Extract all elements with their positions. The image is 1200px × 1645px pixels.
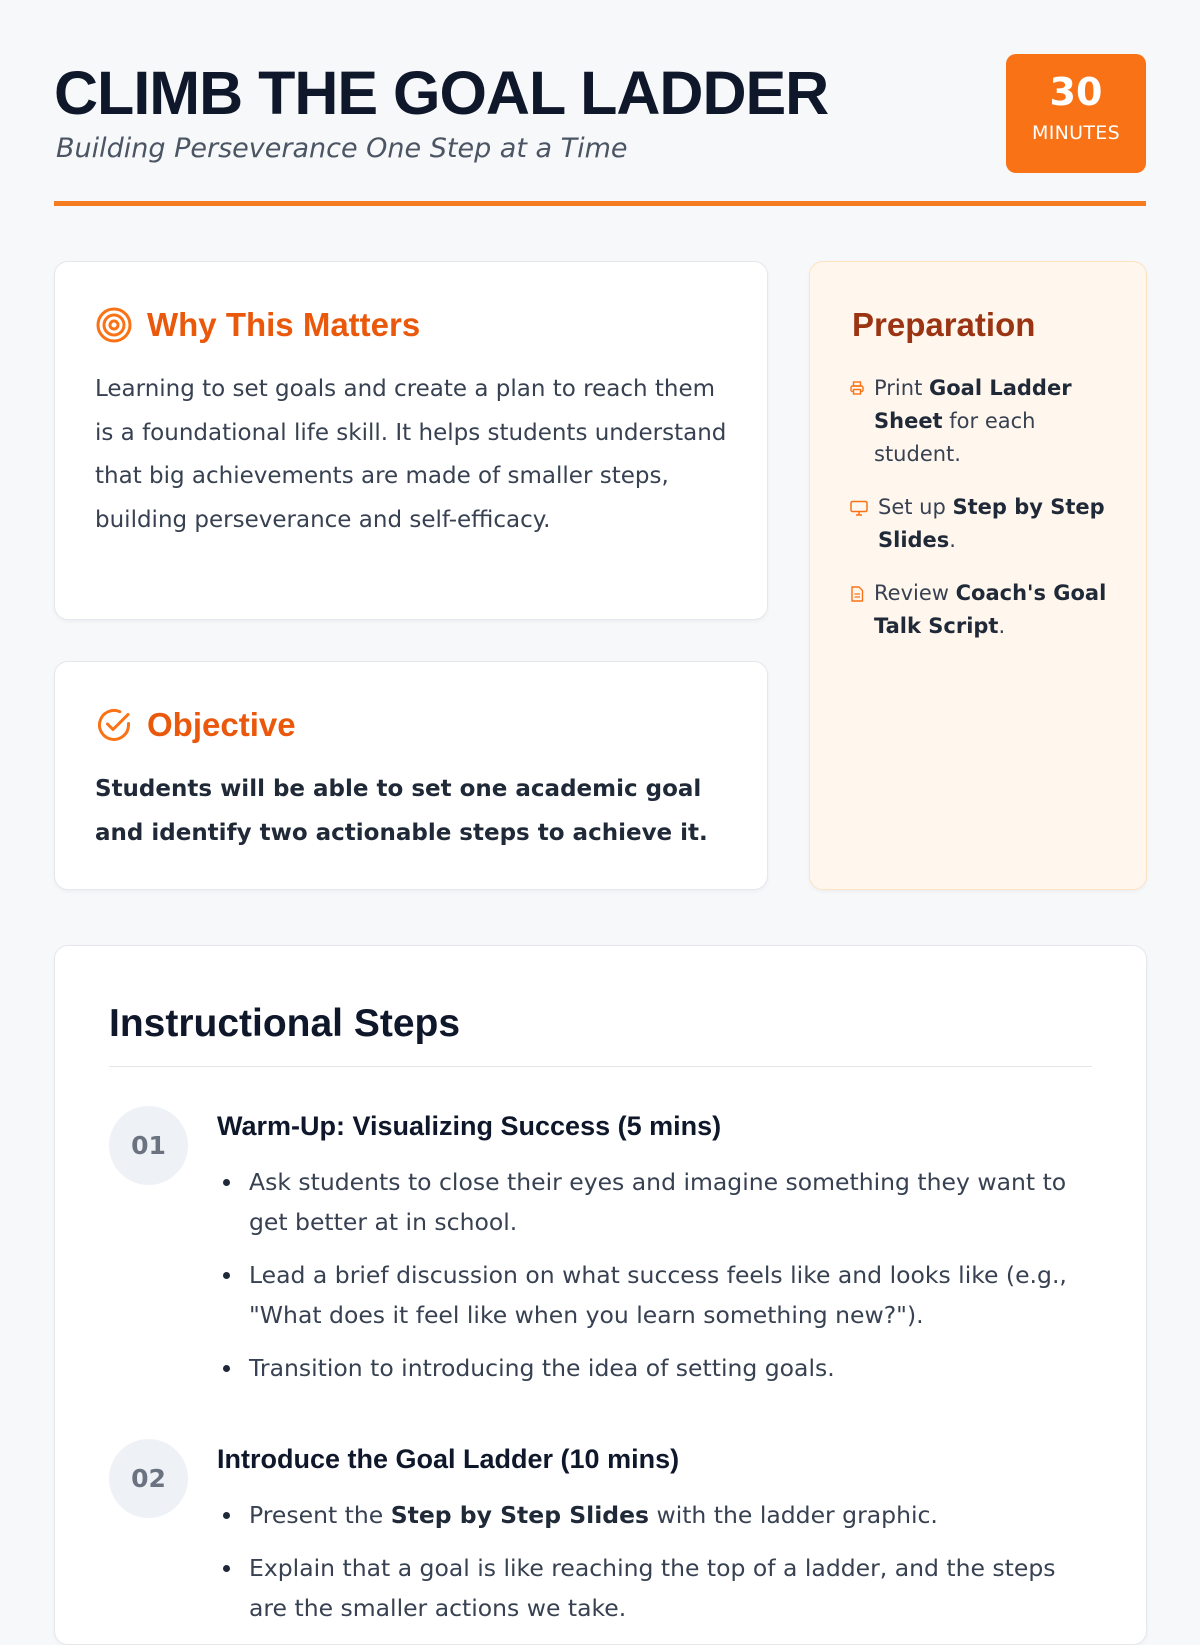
- step-number-badge: 02: [109, 1439, 188, 1518]
- prep-item-post: .: [949, 528, 956, 552]
- printer-icon: [850, 381, 864, 395]
- prep-item-post: .: [998, 614, 1006, 638]
- objective-card-title: Objective: [147, 706, 296, 743]
- list-item: Lead a brief discussion on what success feels like and looks like (e.g., "What does it feel like when you learn something new?").: [217, 1255, 1077, 1335]
- list-item: [850, 577, 1120, 643]
- page-header: [54, 0, 1146, 206]
- list-item: [850, 491, 1120, 557]
- instructional-steps-title: Instructional Steps: [109, 1002, 461, 1045]
- list-item: Ask students to close their eyes and imagine something they want to get better at in school.: [217, 1162, 1077, 1242]
- why-this-matters-card: [54, 261, 768, 620]
- prep-item-bold: Goal Ladder Sheet: [874, 376, 1072, 433]
- check-circle-icon: [95, 706, 133, 744]
- list-item: [217, 1495, 1077, 1535]
- instructional-steps-card: [54, 945, 1147, 1645]
- monitor-icon: [850, 500, 868, 516]
- divider: [109, 1066, 1092, 1067]
- bullet-post: with the ladder graphic.: [649, 1501, 938, 1529]
- step-title: Introduce the Goal Ladder (10 mins): [217, 1444, 680, 1474]
- prep-item-text: [878, 491, 1120, 557]
- bullet-bold: Step by Step Slides: [390, 1501, 649, 1529]
- prep-item-pre: Review: [874, 581, 956, 605]
- why-card-title: Why This Matters: [147, 306, 421, 343]
- prep-item-bold: Step by Step Slides: [878, 495, 1105, 552]
- target-icon: [95, 306, 133, 344]
- list-item: Transition to introducing the idea of setting goals.: [217, 1348, 1077, 1388]
- why-card-header: [95, 306, 420, 344]
- prep-item-pre: Set up: [878, 495, 953, 519]
- document-icon: [850, 586, 864, 602]
- prep-item-pre: Print: [874, 376, 929, 400]
- preparation-title: Preparation: [852, 306, 1036, 343]
- page-subtitle: Building Perseverance One Step at a Time: [56, 133, 628, 164]
- list-item: Explain that a goal is like reaching the top of a ladder, and the steps are the smaller actions we take.: [217, 1548, 1077, 1628]
- objective-card-header: [95, 706, 296, 744]
- duration-unit: MINUTES: [1032, 122, 1120, 144]
- prep-item-text: [874, 372, 1120, 471]
- prep-item-bold: Coach's Goal Talk Script: [874, 581, 1107, 638]
- why-card-text: Learning to set goals and create a plan to reach them is a foundational life skill. It helps students understand that big achievements are made of smaller steps, building perseverance and self-efficacy.: [95, 376, 727, 533]
- step-title: Warm-Up: Visualizing Success (5 mins): [217, 1111, 722, 1141]
- objective-card-text: Students will be able to set one academic goal and identify two actionable steps to achieve it.: [95, 776, 708, 846]
- prep-item-text: [874, 577, 1120, 643]
- page-title: CLIMB THE GOAL LADDER: [54, 59, 829, 127]
- duration-badge: [1006, 54, 1146, 173]
- preparation-card: [809, 261, 1147, 890]
- bullet-pre: Present the: [249, 1501, 391, 1529]
- step-bullet-list: [217, 1162, 1077, 1401]
- prep-item-post: for each student.: [874, 409, 1036, 466]
- objective-card: [54, 661, 768, 890]
- step-bullet-list: [217, 1495, 1077, 1641]
- step-number-badge: 01: [109, 1106, 188, 1185]
- preparation-list: [850, 372, 1120, 663]
- list-item: [850, 372, 1120, 471]
- duration-value: 30: [1049, 70, 1103, 114]
